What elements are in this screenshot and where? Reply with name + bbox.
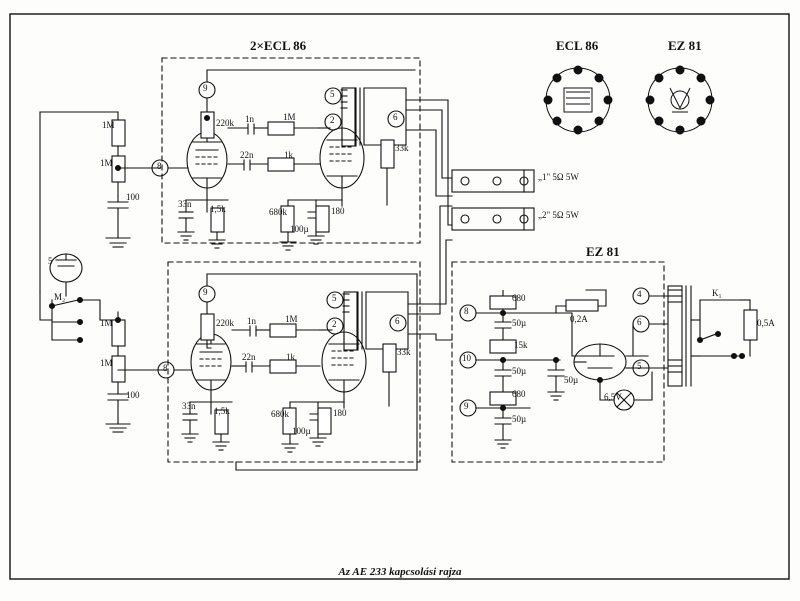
switch-label-m2: M₂ bbox=[54, 292, 66, 302]
value-680-top: 680 bbox=[512, 293, 526, 303]
value-50u-bot: 50µ bbox=[512, 414, 527, 424]
value-b-1m-top: 1M bbox=[100, 318, 113, 328]
pin-2-a: 2 bbox=[330, 115, 335, 125]
pin-8-b: 8 bbox=[163, 363, 168, 373]
value-a-22n: 22n bbox=[240, 150, 254, 160]
value-a-1m-tone: 1M bbox=[100, 158, 113, 168]
value-a-33n: 33n bbox=[178, 199, 192, 209]
value-680-bot: 680 bbox=[512, 389, 526, 399]
figure-caption: Az AE 233 kapcsolási rajza bbox=[338, 566, 462, 578]
psu-pin-9: 9 bbox=[464, 401, 469, 411]
value-b-100u: 100µ bbox=[292, 426, 311, 436]
value-a-220k: 220k bbox=[216, 118, 234, 128]
value-b-33n: 33n bbox=[182, 401, 196, 411]
value-50u-top: 50µ bbox=[512, 318, 527, 328]
value-fuse-0a2: 0,2A bbox=[570, 314, 588, 324]
value-a-1m-grid: 1M bbox=[283, 112, 296, 122]
value-b-180: 180 bbox=[333, 408, 347, 418]
psu-pin-5: 5 bbox=[637, 361, 642, 371]
value-b-1m-grid: 1M bbox=[285, 314, 298, 324]
value-b-22n: 22n bbox=[242, 352, 256, 362]
value-fuse-0a5: 0,5A bbox=[757, 318, 775, 328]
pin-6-a: 6 bbox=[393, 112, 398, 122]
value-50u-right: 50µ bbox=[564, 375, 579, 385]
value-a-1k: 1k bbox=[284, 150, 293, 160]
pin-8-a: 8 bbox=[157, 161, 162, 171]
value-b-1k: 1k bbox=[286, 352, 295, 362]
socket-pinout-icons bbox=[520, 58, 720, 148]
value-a-680k: 680k bbox=[269, 207, 287, 217]
value-b-1n: 1n bbox=[247, 316, 256, 326]
value-b-1k5: 1,5k bbox=[214, 406, 230, 416]
value-a-100: 100 bbox=[126, 192, 140, 202]
value-b-100: 100 bbox=[126, 390, 140, 400]
psu-pin-4: 4 bbox=[637, 289, 642, 299]
value-b-33k: 33k bbox=[397, 347, 411, 357]
value-50u-mid: 50µ bbox=[512, 366, 527, 376]
psu-pin-6: 6 bbox=[637, 317, 642, 327]
value-b-1m-tone: 1M bbox=[100, 358, 113, 368]
switch-pin-label: 5 bbox=[48, 256, 53, 266]
pin-9-a: 9 bbox=[203, 83, 208, 93]
value-a-100u: 100µ bbox=[290, 224, 309, 234]
value-a-180: 180 bbox=[331, 206, 345, 216]
socket-label-ecl86: ECL 86 bbox=[556, 38, 599, 53]
value-lamp-6v5: 6,5V bbox=[604, 392, 622, 402]
pin-5-b: 5 bbox=[332, 293, 337, 303]
psu-pin-10: 10 bbox=[462, 353, 471, 363]
value-a-33k: 33k bbox=[395, 143, 409, 153]
value-b-680k: 680k bbox=[271, 409, 289, 419]
pin-6-b: 6 bbox=[395, 316, 400, 326]
pin-5-a: 5 bbox=[330, 89, 335, 99]
psu-pin-8: 8 bbox=[464, 306, 469, 316]
value-b-220k: 220k bbox=[216, 318, 234, 328]
value-15k: 15k bbox=[514, 340, 528, 350]
pin-2-b: 2 bbox=[332, 319, 337, 329]
value-mains-switch: K₁ bbox=[712, 288, 722, 298]
value-a-1m-top: 1M bbox=[102, 120, 115, 130]
socket-label-ez81: EZ 81 bbox=[668, 38, 702, 53]
stage-a-title: 2×ECL 86 bbox=[250, 38, 307, 53]
speaker-out-2-label: „2" 5Ω 5W bbox=[538, 210, 579, 220]
psu-title: EZ 81 bbox=[586, 244, 620, 259]
pin-9-b: 9 bbox=[203, 287, 208, 297]
value-a-1n: 1n bbox=[245, 114, 254, 124]
value-a-1k5: 1,5k bbox=[210, 204, 226, 214]
speaker-out-1-label: „1" 5Ω 5W bbox=[538, 172, 579, 182]
